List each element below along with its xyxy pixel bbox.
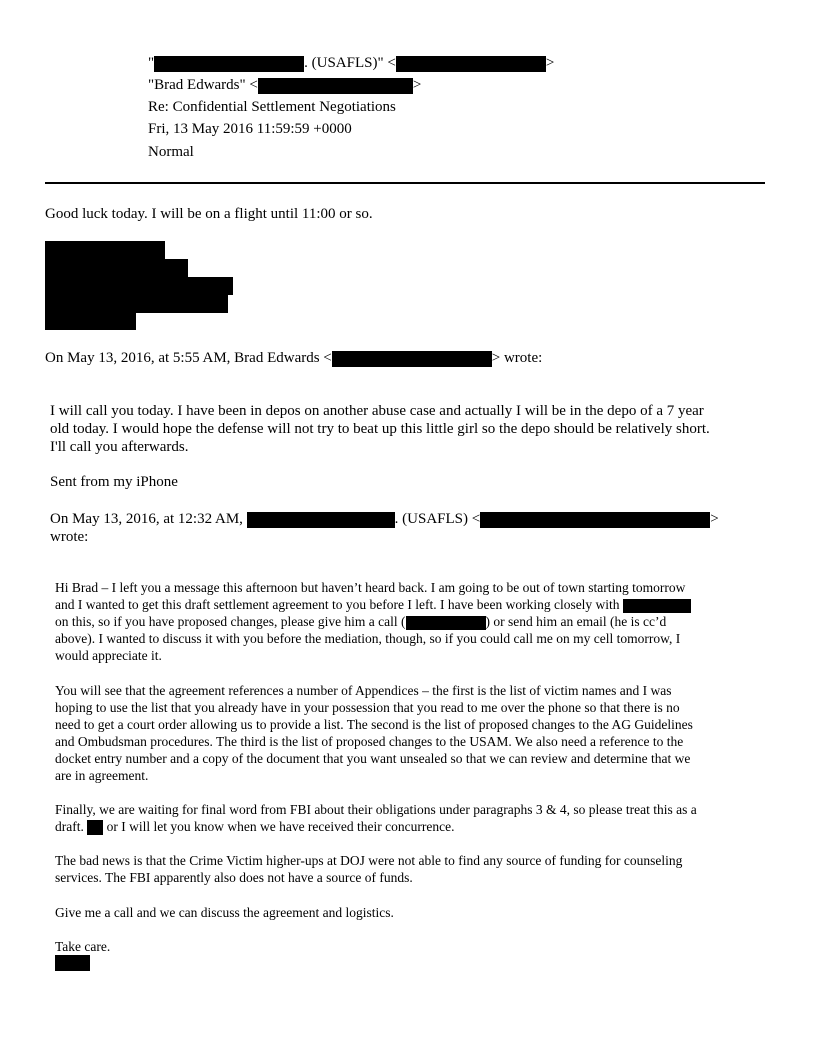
quote-intro: On May 13, 2016, at 5:55 AM, Brad Edwards < > wrote: xyxy=(45,350,543,366)
quote2-paragraph-3: Finally, we are waiting for final word from FBI about their obligations under paragraphs 3 & 4, so please treat this as a draft. or I will let you know when we have received their concurrence. xyxy=(55,802,697,834)
importance-value: Normal xyxy=(148,144,194,160)
redaction-block xyxy=(154,56,304,72)
from-value: " . (USAFLS)" < > xyxy=(148,55,555,71)
redaction-block xyxy=(45,313,136,330)
to-value: "Brad Edwards" < > xyxy=(148,77,422,93)
quote2-paragraph-1: Hi Brad – I left you a message this afternoon but haven’t heard back. I am going to be out of town starting tomorrow and I wanted to get this draft settlement agreement to you before I left. I have been working closely with on this, so if you have proposed changes, please give him a call ( ) or send him an email (he is cc’d above). I wanted to discuss it with you before the mediation, though, so if you could call me on my cell tomorrow, I would appreciate it. xyxy=(55,579,765,664)
redaction-block xyxy=(45,241,165,259)
redaction-block xyxy=(45,277,233,295)
quote2-paragraph-2: You will see that the agreement references a number of Appendices – the first is the list of victim names and I was hoping to use the list that you already have in your possession that you read to me over the phone so that there is no need to get a court order allowing us to provide a list. The second is the list of proposed changes to the AG Guidelines and Ombudsman procedures. The third is the list of proposed changes to the USAM. We also need a reference to the docket entry number and a copy of the document that you want unsealed so that we can review and determine that we are in agreement. xyxy=(55,683,693,783)
quote1-signature: Sent from my iPhone xyxy=(50,474,178,490)
redaction-block xyxy=(45,259,188,277)
subject-value: Re: Confidential Settlement Negotiations xyxy=(148,99,396,115)
redaction-block xyxy=(247,512,395,528)
header-divider xyxy=(45,182,765,184)
redaction-block xyxy=(45,295,228,313)
reply-body: Good luck today. I will be on a flight until 11:00 or so. xyxy=(45,206,373,222)
quote1-intro: On May 13, 2016, at 12:32 AM, . (USAFLS) < > wrote: xyxy=(50,511,719,545)
redaction-block xyxy=(396,56,546,72)
date-value: Fri, 13 May 2016 11:59:59 +0000 xyxy=(148,121,352,137)
redaction-block xyxy=(258,78,413,94)
redaction-block xyxy=(623,599,691,613)
redaction-block xyxy=(406,616,486,630)
quote2-paragraph-4: The bad news is that the Crime Victim higher-ups at DOJ were not able to find any source of funding for counseling services. The FBI apparently also does not have a source of funds. xyxy=(55,853,683,885)
redaction-block xyxy=(332,351,492,367)
redaction-block xyxy=(55,955,90,971)
quote1-body xyxy=(50,402,765,456)
redaction-block xyxy=(480,512,710,528)
quote1-line: old today. I would hope the defense will not try to beat up this little girl so the depo should be relatively short. xyxy=(50,421,710,437)
quote2-paragraph-5: Give me a call and we can discuss the agreement and logistics. xyxy=(55,905,394,920)
redaction-block xyxy=(87,820,103,835)
quote2-closing: Take care. xyxy=(55,939,111,954)
quote1-line: I will call you today. I have been in depos on another abuse case and actually I will be in the depo of a 7 year xyxy=(50,403,704,419)
quote1-line: I'll call you afterwards. xyxy=(50,439,189,455)
